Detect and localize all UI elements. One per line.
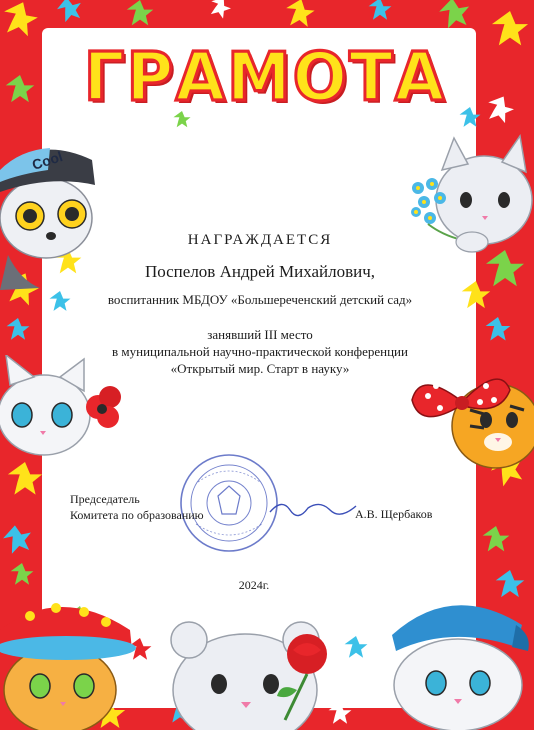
recipient-role: воспитанник МБДОУ «Большереченский детский сад» bbox=[107, 292, 413, 307]
awarded-label: НАГРАЖДАЕТСЯ bbox=[187, 232, 333, 248]
cat-with-flower-hat-illustration bbox=[0, 590, 160, 730]
signatory-title-line2: Комитета по образованию bbox=[70, 508, 204, 522]
signatory-name: А.В. Щербаков bbox=[355, 507, 433, 521]
signatory-title bbox=[70, 491, 204, 523]
red-poppy-flower bbox=[86, 386, 121, 428]
recipient-name: Поспелов Андрей Михайлович, bbox=[144, 262, 376, 281]
signatory-title-line1: Председатель bbox=[70, 492, 140, 506]
certificate-year: 2024г. bbox=[238, 578, 270, 592]
achievement-place: занявший III место bbox=[207, 327, 313, 342]
white-cat-with-blue-cap-illustration bbox=[382, 585, 534, 730]
handwritten-signature bbox=[268, 494, 358, 520]
achievement-event-title: «Открытый мир. Старт в науку» bbox=[170, 361, 350, 376]
achievement-event: в муниципальной научно-практической конференции bbox=[112, 344, 408, 359]
cat-with-rose-illustration bbox=[165, 610, 365, 730]
title-banner bbox=[60, 38, 470, 118]
certificate-title: ГРАМОТА bbox=[83, 39, 447, 117]
cap-label: Cool bbox=[29, 148, 65, 173]
cat-with-flowers-illustration bbox=[402, 130, 534, 270]
